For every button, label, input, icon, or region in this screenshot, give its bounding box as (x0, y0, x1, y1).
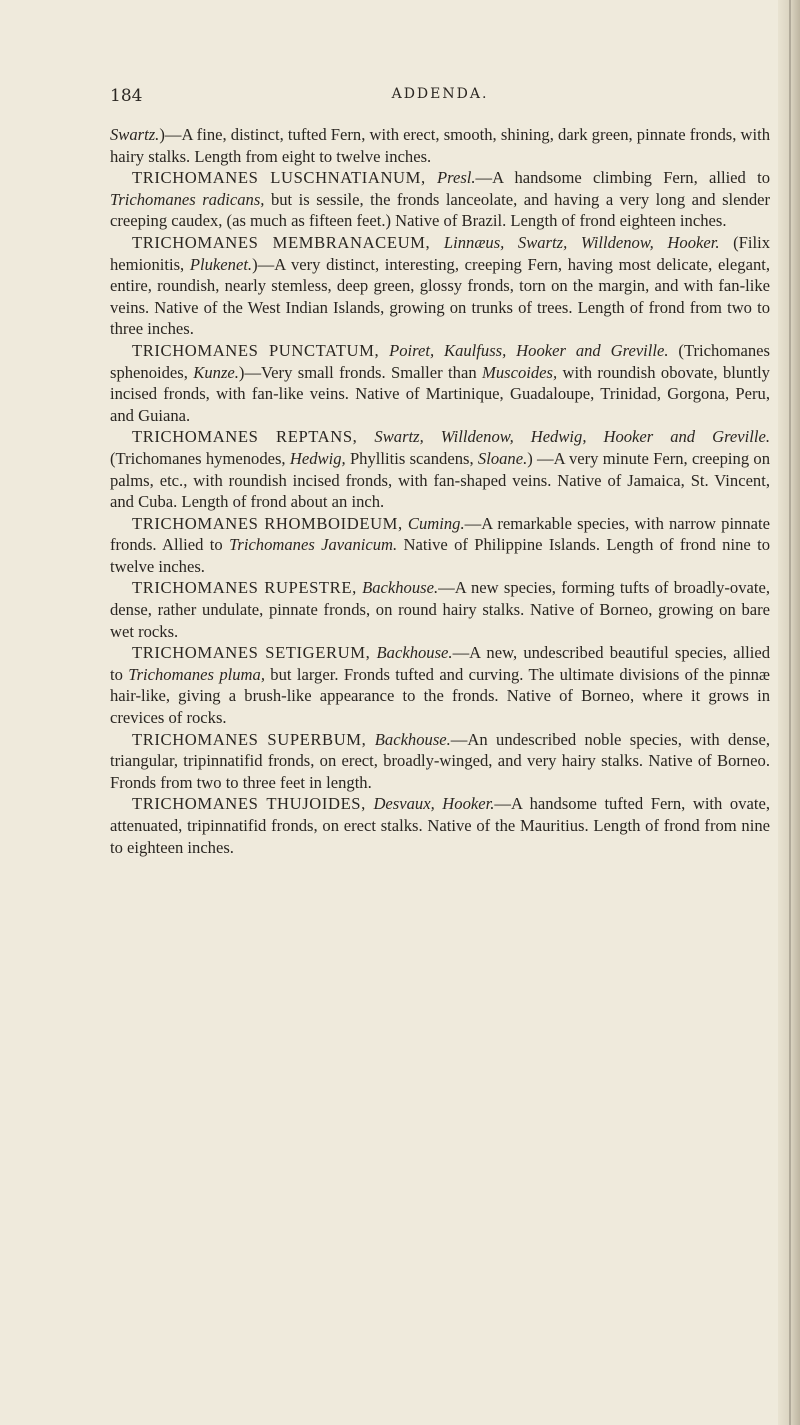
page-number: 184 (110, 86, 143, 106)
entry-name: TRICHOMANES LUSCHNATIANUM, (132, 168, 426, 188)
entry-authority: Poiret, Kaulfuss, Hooker and Greville. (389, 340, 669, 360)
entry-authority: Presl. (436, 168, 476, 188)
entry-authority: Backhouse. (362, 578, 439, 598)
intro-paragraph (110, 124, 770, 167)
intro-text: )—A fine, distinct, tufted Fern, with erect, smooth, shining, dark green, pinnate fronds, with hairy stalks. Length from eight to twelve inches. (110, 125, 770, 166)
entry-rhomboideum: TRICHOMANES RHOMBOIDEUM, Cuming.—A remarkable species, with narrow pinnate fronds. Allied to Trichomanes Javanicum. Native of Philippine Islands. Length of frond nine to twelve inches. (110, 513, 770, 576)
entry-name: TRICHOMANES RUPESTRE, (132, 578, 357, 598)
intro-author: Swartz. (110, 125, 160, 144)
binding-line (789, 0, 791, 1425)
entry-name: TRICHOMANES PUNCTATUM, (132, 340, 380, 360)
running-head: ADDENDA. (391, 86, 489, 102)
entry-authority: Backhouse. (376, 643, 453, 663)
entry-membranaceum: TRICHOMANES MEMBRANACEUM, Linnæus, Swartz, Willdenow, Hooker. (Filix hemionitis, Plukenet.)—A very distinct, interesting, creeping Fern, having most delicate, elegant, entire, roundish, nearly stemless, deep green, glossy fronds, torn on the margin, and with fan-like veins. Native of the West Indian Islands, growing on trunks of trees. Length of frond from two to three inches. (110, 232, 770, 339)
entry-authority: Backhouse. (374, 729, 451, 749)
entry-rupestre: TRICHOMANES RUPESTRE, Backhouse.—A new species, forming tufts of broadly-ovate, dense, rather undulate, pinnate fronds, on round hairy stalks. Native of Borneo, growing on bare wet rocks. (110, 578, 770, 641)
entry-punctatum: TRICHOMANES PUNCTATUM, Poiret, Kaulfuss, Hooker and Greville. (Trichomanes sphenoides, Kunze.)—Very small fronds. Smaller than Muscoides, with roundish obovate, bluntly incised fronds, with fan-like veins. Native of Martinique, Guadaloupe, Trinidad, Gorgona, Peru, and Guiana. (110, 340, 770, 425)
entry-setigerum: TRICHOMANES SETIGERUM, Backhouse.—A new, undescribed beautiful species, allied to Trichomanes pluma, but larger. Fronds tufted and curving. The ultimate divisions of the pinnæ hair-like, giving a brush-like appearance to the fronds. Native of Borneo, where it grows in crevices of rocks. (110, 643, 770, 728)
entry-luschnatianum: TRICHOMANES LUSCHNATIANUM, Presl.—A handsome climbing Fern, allied to Trichomanes radicans, but is sessile, the fronds lanceolate, and having a very long and slender creeping caudex, (as much as fifteen feet.) Native of Brazil. Length of frond eighteen inches. (110, 168, 771, 231)
entry-authority: Linnæus, Swartz, Willdenow, Hooker. (443, 232, 720, 252)
entry-authority: Cuming. (407, 513, 465, 533)
entry-superbum: TRICHOMANES SUPERBUM, Backhouse.—An undescribed noble species, with dense, triangular, tripinnatifid fronds, on erect, broadly-winged, and very hairy stalks. Native of Borneo. Fronds from two to three feet in length. (110, 729, 770, 792)
entry-name: TRICHOMANES REPTANS, (132, 427, 358, 447)
entry-name: TRICHOMANES SETIGERUM, (132, 643, 371, 663)
entry-authority: Desvaux, Hooker. (373, 794, 495, 814)
entry-name: TRICHOMANES MEMBRANACEUM, (132, 232, 431, 252)
entry-name: TRICHOMANES THUJOIDES, (132, 794, 366, 814)
entry-name: TRICHOMANES SUPERBUM, (132, 729, 367, 749)
entry-reptans: TRICHOMANES REPTANS, Swartz, Willdenow, Hedwig, Hooker and Greville. (Trichomanes hymenodes, Hedwig, Phyllitis scandens, Sloane.) —A very minute Fern, creeping on palms, etc., with roundish incised fronds, with fan-shaped veins. Native of Jamaica, St. Vincent, and Cuba. Length of frond about an inch. (110, 427, 770, 512)
entry-authority: Swartz, Willdenow, Hedwig, Hooker and Greville. (374, 427, 770, 447)
page-body (110, 124, 770, 858)
page-header (110, 86, 770, 110)
entry-thujoides: TRICHOMANES THUJOIDES, Desvaux, Hooker.—A handsome tufted Fern, with ovate, attenuated, tripinnatifid fronds, on erect stalks. Native of the Mauritius. Length of frond from nine to eighteen inches. (110, 794, 770, 857)
entry-name: TRICHOMANES RHOMBOIDEUM, (132, 513, 403, 533)
